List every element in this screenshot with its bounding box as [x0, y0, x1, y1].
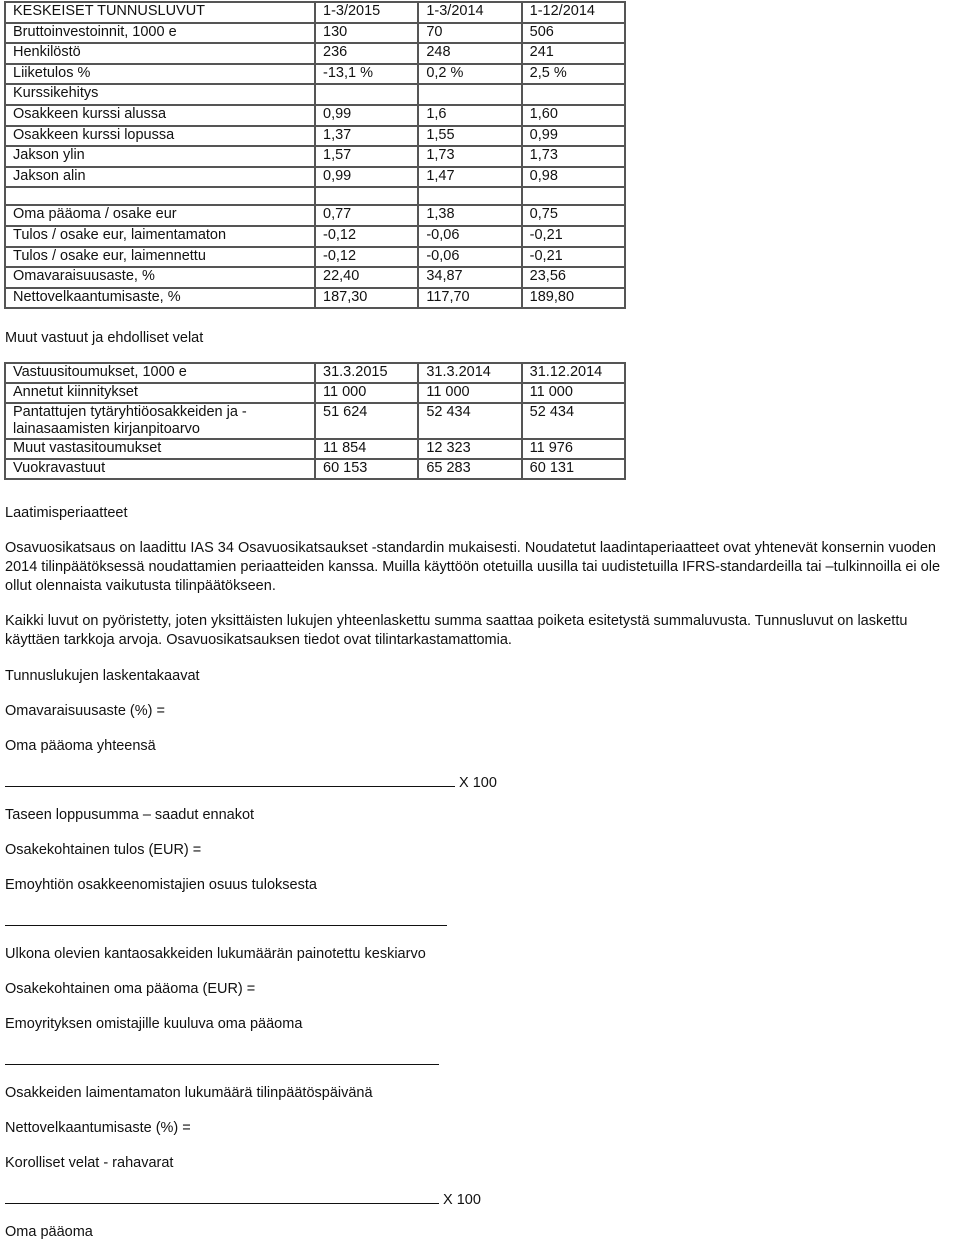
- contingent-liabilities-table: [4, 362, 626, 480]
- value-cell: -0,06: [418, 247, 521, 268]
- formula-eps-fraction-line: [5, 911, 447, 931]
- value-cell: -13,1 %: [315, 64, 418, 85]
- table-header-row: [5, 2, 625, 23]
- row-label-cell: Vuokravastuut: [5, 459, 315, 479]
- value-cell: [315, 187, 418, 205]
- formula-equity-per-share-fraction-line: [5, 1050, 439, 1070]
- table-row: [5, 288, 625, 309]
- value-cell: -0,12: [315, 226, 418, 247]
- table-row: [5, 383, 625, 403]
- formula-eps-denominator: Ulkona olevien kantaosakkeiden lukumäärän painotettu keskiarvo: [5, 946, 426, 962]
- row-label-cell: KESKEISET TUNNUSLUVUT: [5, 2, 315, 23]
- value-cell: 11 976: [522, 439, 625, 459]
- value-cell: [418, 84, 521, 105]
- formula-gearing-fraction-line: [5, 1189, 481, 1209]
- value-cell: 22,40: [315, 267, 418, 288]
- table-row: [5, 439, 625, 459]
- value-cell: -0,12: [315, 247, 418, 268]
- row-label-cell: Liiketulos %: [5, 64, 315, 85]
- contingent-heading: Muut vastuut ja ehdolliset velat: [5, 330, 204, 346]
- value-cell: 117,70: [418, 288, 521, 309]
- value-cell: 31.3.2014: [418, 363, 521, 383]
- table-header-row: [5, 363, 625, 383]
- value-cell: 1,60: [522, 105, 625, 126]
- value-cell: 1-12/2014: [522, 2, 625, 23]
- key-figures-table: [4, 1, 626, 309]
- formula-gearing-multiplier: X 100: [443, 1192, 481, 1208]
- value-cell: 52 434: [418, 403, 521, 438]
- row-label-cell: Kurssikehitys: [5, 84, 315, 105]
- row-label-cell: Vastuusitoumukset, 1000 e: [5, 363, 315, 383]
- row-label-cell: Oma pääoma / osake eur: [5, 205, 315, 226]
- row-label-cell: Omavaraisuusaste, %: [5, 267, 315, 288]
- formula-equity-ratio-multiplier: X 100: [459, 775, 497, 791]
- formulas-heading: Tunnuslukujen laskentakaavat: [5, 668, 200, 684]
- value-cell: 51 624: [315, 403, 418, 438]
- value-cell: 1,37: [315, 126, 418, 147]
- table-row: [5, 167, 625, 188]
- value-cell: 189,80: [522, 288, 625, 309]
- row-label-cell: Tulos / osake eur, laimennettu: [5, 247, 315, 268]
- value-cell: 130: [315, 23, 418, 44]
- value-cell: 70: [418, 23, 521, 44]
- value-cell: 52 434: [522, 403, 625, 438]
- value-cell: 11 000: [418, 383, 521, 403]
- value-cell: 1-3/2015: [315, 2, 418, 23]
- value-cell: 1,73: [522, 146, 625, 167]
- row-label-cell: Osakkeen kurssi alussa: [5, 105, 315, 126]
- table-row: [5, 226, 625, 247]
- formula-equity-ratio-label: Omavaraisuusaste (%) =: [5, 703, 165, 719]
- value-cell: 11 000: [315, 383, 418, 403]
- table-row: [5, 64, 625, 85]
- row-label-cell: Osakkeen kurssi lopussa: [5, 126, 315, 147]
- table-row: [5, 105, 625, 126]
- value-cell: [418, 187, 521, 205]
- value-cell: 187,30: [315, 288, 418, 309]
- row-label-cell: Jakson alin: [5, 167, 315, 188]
- table-row: [5, 23, 625, 44]
- formula-equity-per-share-label: Osakekohtainen oma pääoma (EUR) =: [5, 981, 256, 997]
- value-cell: 0,75: [522, 205, 625, 226]
- formula-eps-numerator: Emoyhtiön osakkeenomistajien osuus tuloksesta: [5, 877, 317, 893]
- value-cell: 60 153: [315, 459, 418, 479]
- row-label-cell: Muut vastasitoumukset: [5, 439, 315, 459]
- row-label-cell: [5, 187, 315, 205]
- row-label-cell: Pantattujen tytäryhtiöosakkeiden ja - lainasaamisten kirjanpitoarvo: [5, 403, 315, 438]
- value-cell: 1,55: [418, 126, 521, 147]
- value-cell: 248: [418, 43, 521, 64]
- value-cell: [522, 84, 625, 105]
- formula-equity-ratio-denominator: Taseen loppusumma – saadut ennakot: [5, 807, 255, 823]
- value-cell: 1,38: [418, 205, 521, 226]
- formula-equity-per-share-numerator: Emoyrityksen omistajille kuuluva oma pääoma: [5, 1016, 303, 1032]
- table-row: [5, 403, 625, 438]
- value-cell: [522, 187, 625, 205]
- value-cell: -0,21: [522, 247, 625, 268]
- value-cell: 0,99: [315, 105, 418, 126]
- value-cell: 0,77: [315, 205, 418, 226]
- value-cell: 0,99: [315, 167, 418, 188]
- formula-gearing-numerator: Korolliset velat - rahavarat: [5, 1155, 174, 1171]
- formula-equity-ratio-numerator: Oma pääoma yhteensä: [5, 738, 156, 754]
- value-cell: 1-3/2014: [418, 2, 521, 23]
- value-cell: 11 854: [315, 439, 418, 459]
- principles-heading: Laatimisperiaatteet: [5, 505, 128, 521]
- table-row: [5, 43, 625, 64]
- table-row: [5, 247, 625, 268]
- value-cell: -0,06: [418, 226, 521, 247]
- row-label-cell: Bruttoinvestoinnit, 1000 e: [5, 23, 315, 44]
- value-cell: 1,47: [418, 167, 521, 188]
- table-row: [5, 205, 625, 226]
- value-cell: 23,56: [522, 267, 625, 288]
- formula-gearing-label: Nettovelkaantumisaste (%) =: [5, 1120, 191, 1136]
- formula-equity-per-share-denominator: Osakkeiden laimentamaton lukumäärä tilinpäätöspäivänä: [5, 1085, 373, 1101]
- value-cell: 236: [315, 43, 418, 64]
- value-cell: 11 000: [522, 383, 625, 403]
- value-cell: 12 323: [418, 439, 521, 459]
- table-row: [5, 84, 625, 105]
- value-cell: 506: [522, 23, 625, 44]
- row-label-cell: Annetut kiinnitykset: [5, 383, 315, 403]
- value-cell: 31.3.2015: [315, 363, 418, 383]
- principles-paragraph-1: Osavuosikatsaus on laadittu IAS 34 Osavuosikatsaukset -standardin mukaisesti. Noudatetut laadintaperiaatteet ovat yhtenevät konsernin vuoden 2014 tilinpäätöksessä noudattamien periaatteiden kanssa. Muilla käyttöön otetuilla uusilla tai uudistetuilla IFRS-standardeilla tai –tulkinnoilla ei ole ollut olennaista vaikutusta tilinpäätökseen.: [5, 540, 941, 594]
- table-row: [5, 146, 625, 167]
- row-label-cell: Nettovelkaantumisaste, %: [5, 288, 315, 309]
- formula-gearing-denominator: Oma pääoma: [5, 1224, 93, 1240]
- table-row: [5, 187, 625, 205]
- row-label-cell: Tulos / osake eur, laimentamaton: [5, 226, 315, 247]
- table-row: [5, 126, 625, 147]
- value-cell: 60 131: [522, 459, 625, 479]
- principles-paragraph-2: Kaikki luvut on pyöristetty, joten yksittäisten lukujen yhteenlaskettu summa saattaa poiketa esitetystä summaluvusta. Tunnusluvut on laskettu käyttäen tarkkoja arvoja. Osavuosikatsauksen tiedot ovat tilintarkastamattomia.: [5, 613, 908, 648]
- value-cell: 0,2 %: [418, 64, 521, 85]
- value-cell: 1,57: [315, 146, 418, 167]
- value-cell: 65 283: [418, 459, 521, 479]
- value-cell: 1,73: [418, 146, 521, 167]
- value-cell: 2,5 %: [522, 64, 625, 85]
- value-cell: 1,6: [418, 105, 521, 126]
- value-cell: 34,87: [418, 267, 521, 288]
- value-cell: 0,99: [522, 126, 625, 147]
- formula-equity-ratio-fraction-line: [5, 772, 497, 792]
- table-row: [5, 267, 625, 288]
- formula-eps-label: Osakekohtainen tulos (EUR) =: [5, 842, 202, 858]
- value-cell: 31.12.2014: [522, 363, 625, 383]
- value-cell: -0,21: [522, 226, 625, 247]
- row-label-cell: Jakson ylin: [5, 146, 315, 167]
- table-row: [5, 459, 625, 479]
- value-cell: 0,98: [522, 167, 625, 188]
- value-cell: 241: [522, 43, 625, 64]
- value-cell: [315, 84, 418, 105]
- row-label-cell: Henkilöstö: [5, 43, 315, 64]
